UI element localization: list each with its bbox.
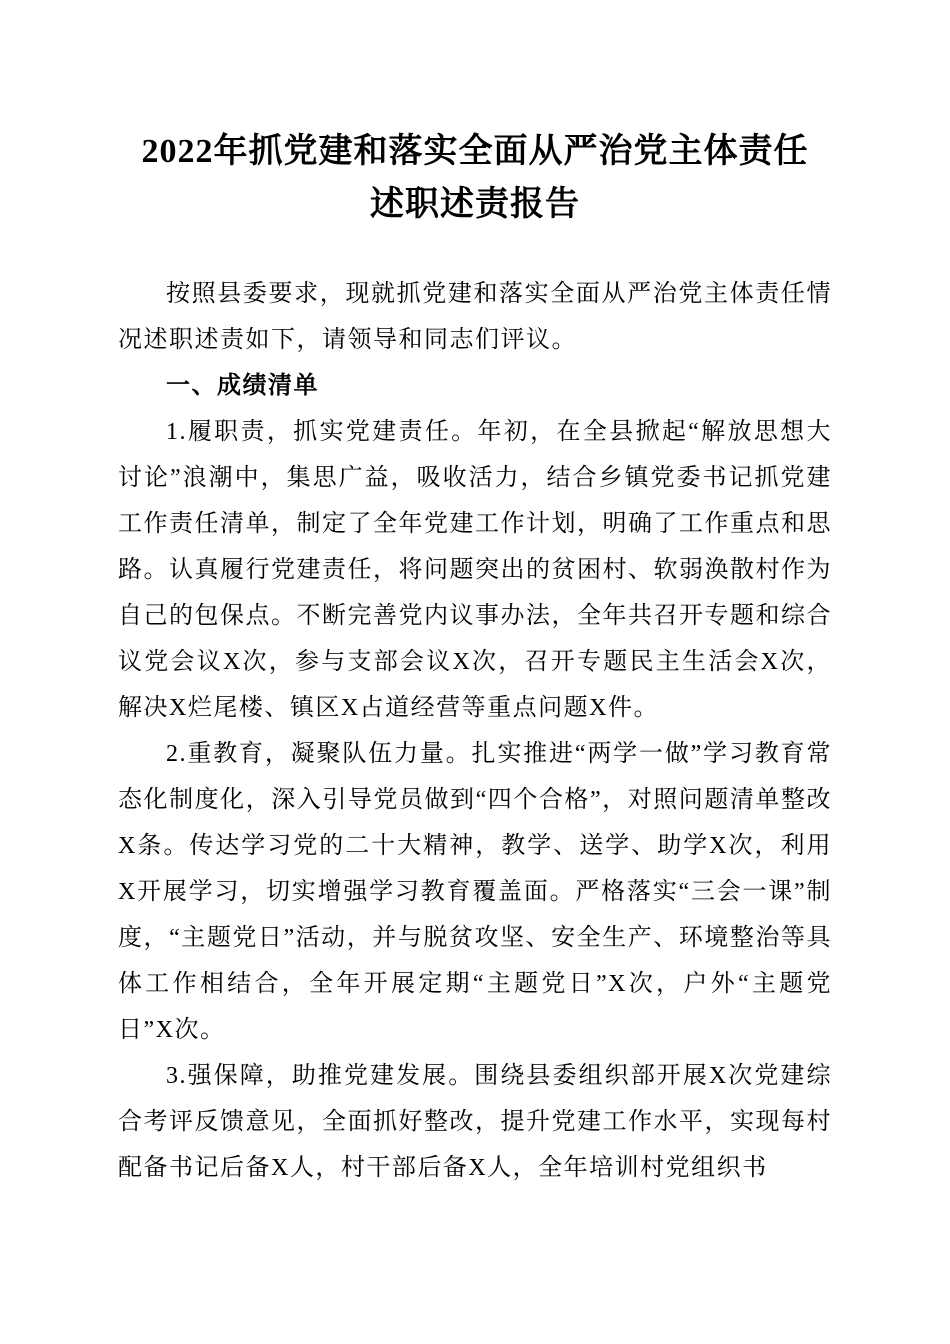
- document-title-line1: 2022年抓党建和落实全面从严治党主体责任: [141, 133, 809, 170]
- section-heading-achievements: 一、成绩清单: [166, 372, 319, 400]
- body-paragraph-2: 2.重教育，凝聚队伍力量。扎实推进“两学一做”学习教育常态化制度化，深入引导党员做到“四个合格”，对照问题清单整改X条。传达学习党的二十大精神，教学、送学、助学X次，利用X开展学习，切实增强学习教育覆盖面。严格落实“三会一课”制度，“主题党日”活动，并与脱贫攻坚、安全生产、环境整治等具体工作相结合，全年开展定期“主题党日”X次，户外“主题党日”X次。: [118, 741, 832, 1044]
- document-title-line2: 述职述责报告: [370, 185, 580, 223]
- body-paragraph-3: 3.强保障，助推党建发展。围绕县委组织部开展X次党建综合考评反馈意见，全面抓好整改，提升党建工作水平，实现每村配备书记后备X人，村干部后备X人，全年培训村党组织书: [118, 1063, 832, 1182]
- document-title: [118, 126, 832, 231]
- intro-paragraph: 按照县委要求，现就抓党建和落实全面从严治党主体责任情况述职述责如下，请领导和同志们评议。: [118, 281, 832, 354]
- body-paragraph-1: 1.履职责，抓实党建责任。年初，在全县掀起“解放思想大讨论”浪潮中，集思广益，吸收活力，结合乡镇党委书记抓党建工作责任清单，制定了全年党建工作计划，明确了工作重点和思路。认真履行党建责任，将问题突出的贫困村、软弱涣散村作为自己的包保点。不断完善党内议事办法，全年共召开专题和综合议党会议X次，参与支部会议X次，召开专题民主生活会X次，解决X烂尾楼、镇区X占道经营等重点问题X件。: [118, 419, 832, 722]
